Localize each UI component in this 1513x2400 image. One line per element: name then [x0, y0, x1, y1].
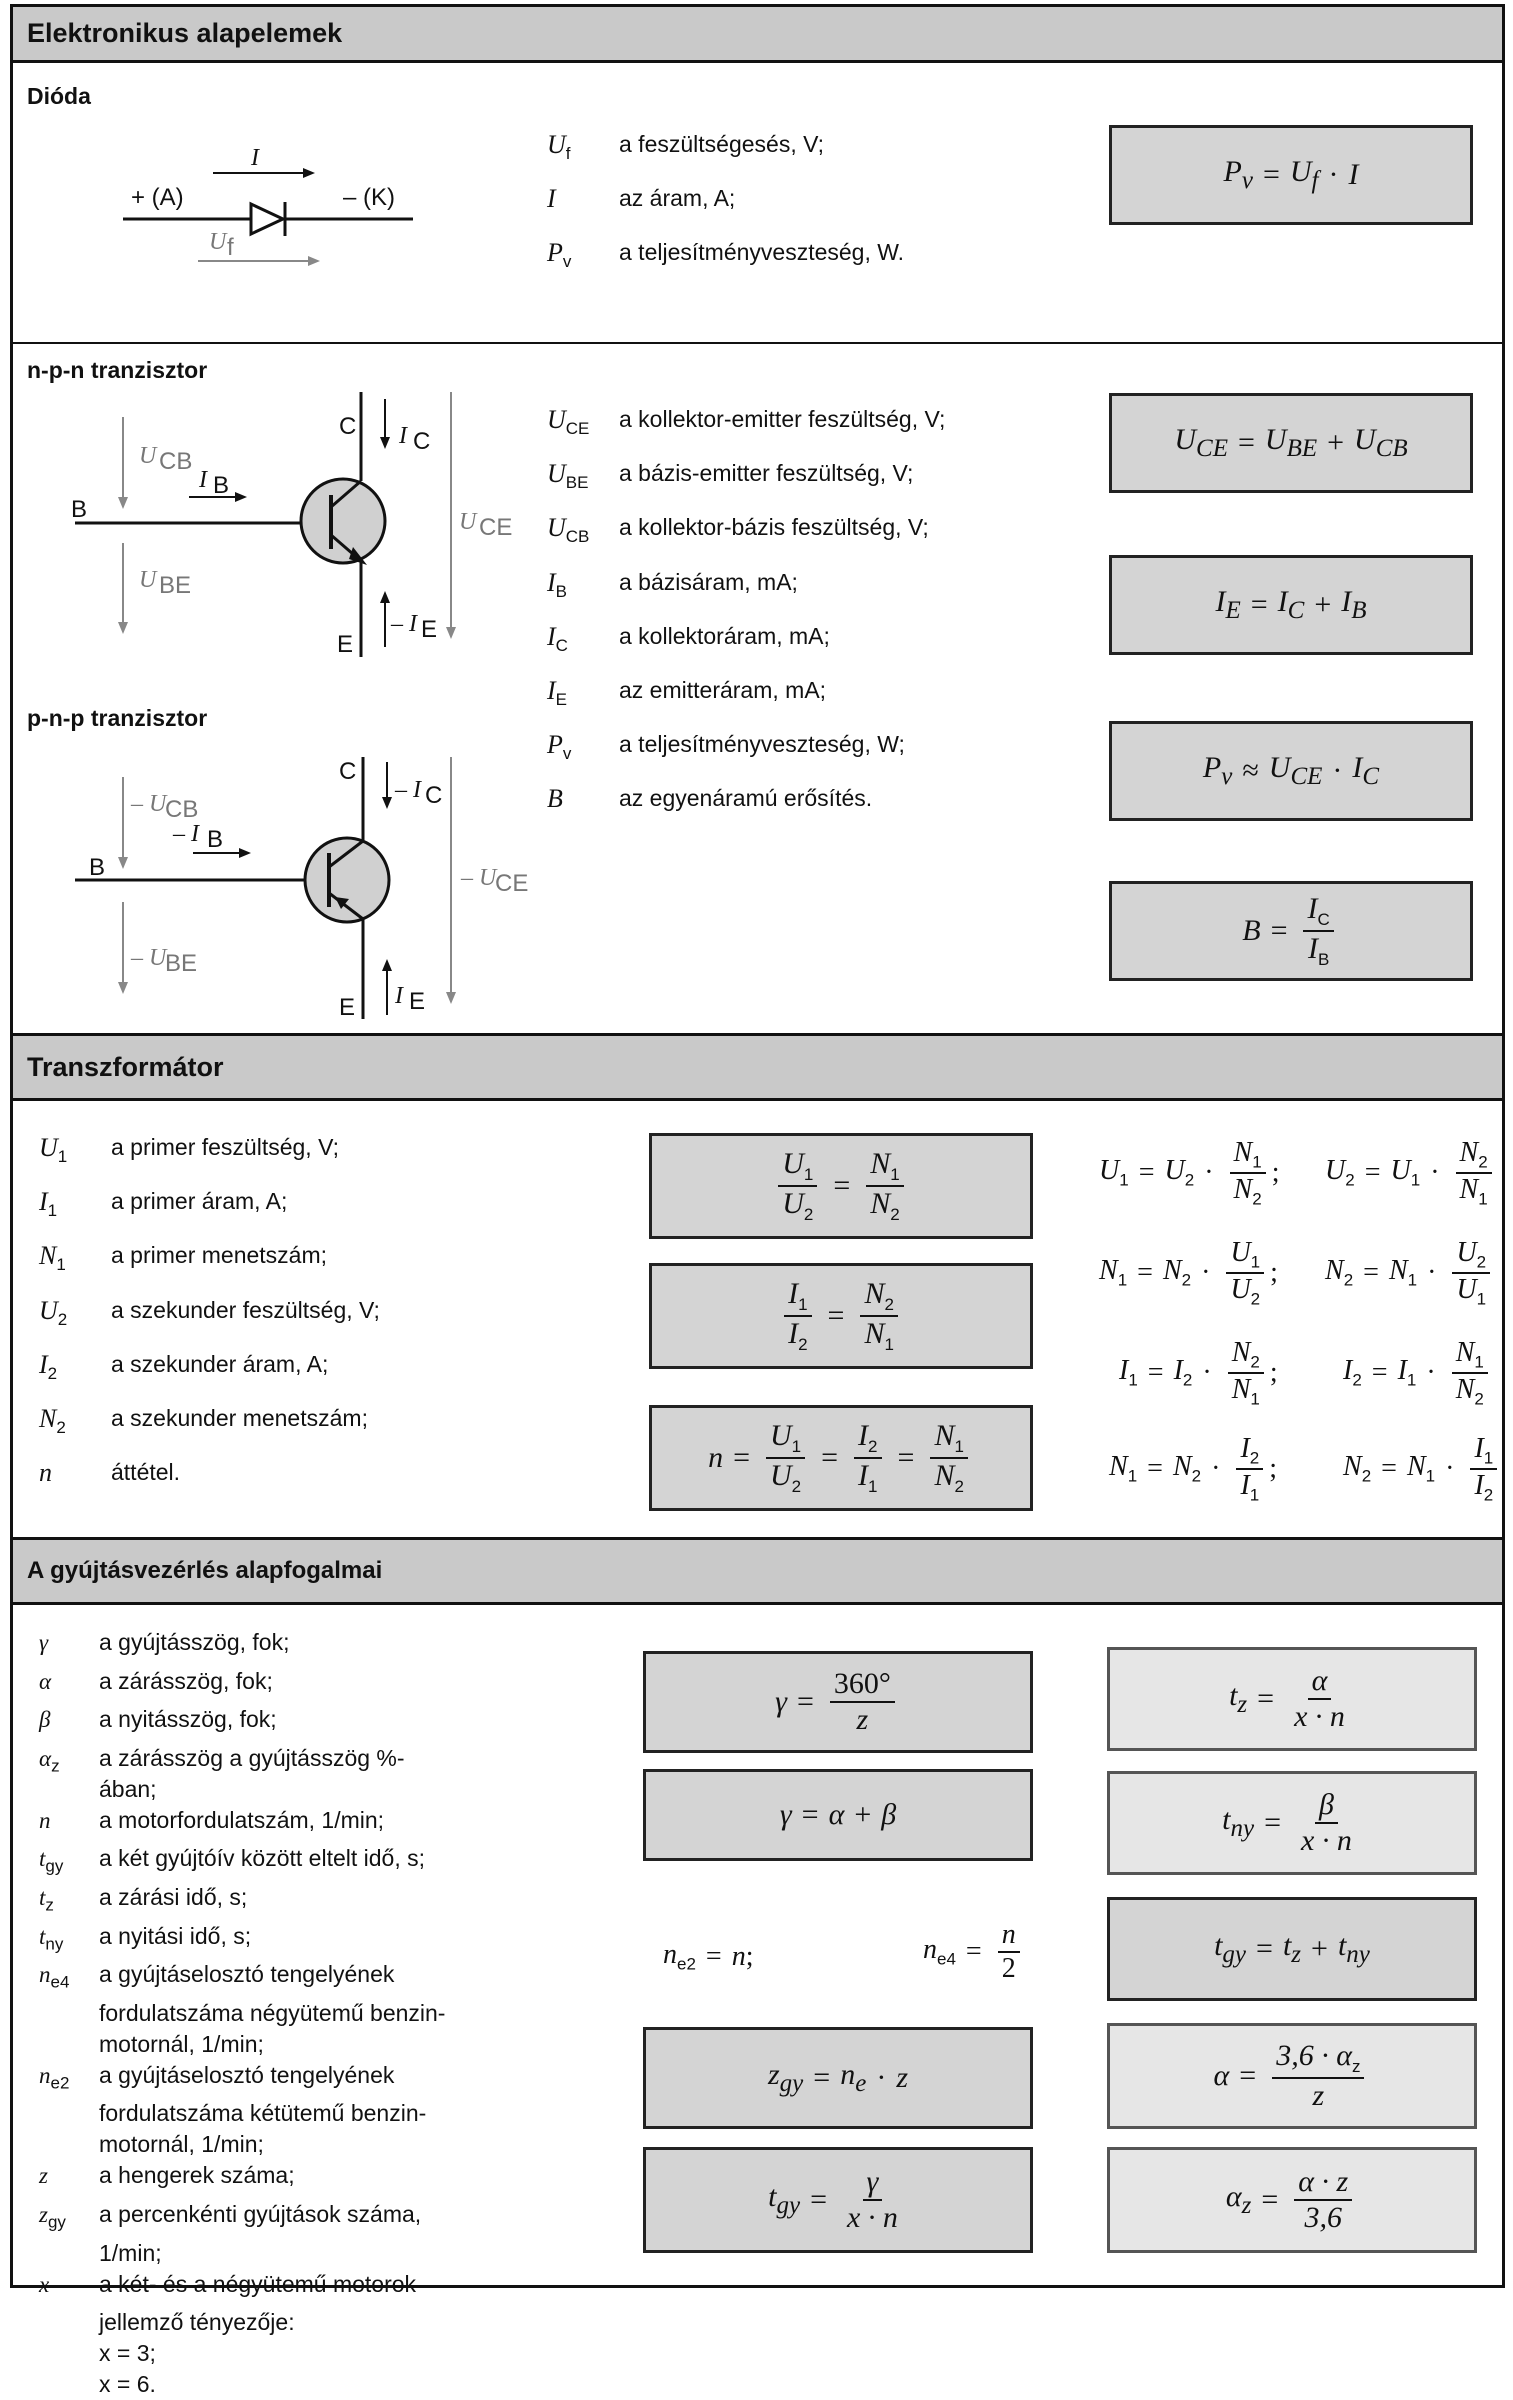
legend-row: jellemző tényezője:: [99, 2309, 295, 2336]
arrow-head: [118, 497, 128, 509]
ignition-legend: [39, 1627, 459, 2400]
legend-row: $P_v$ a teljesítményveszteség, W;: [547, 730, 905, 764]
legend-row: n a motorfordulatszám, 1/min;: [39, 1806, 385, 1833]
arrow-head: [118, 982, 128, 994]
npn-ic-label: I: [399, 423, 407, 449]
legend-row: $N_1$ a primer menetszám;: [39, 1241, 328, 1275]
legend-row: $I_B$ a bázisáram, mA;: [547, 567, 798, 601]
formula-n2-current: $N_2$ = $N_1$ · $\frac{I_1}{I_2}$: [1343, 1433, 1503, 1505]
npn-ucb-label: U: [139, 443, 157, 469]
arrow-head: [446, 627, 456, 639]
pnp-b-label: B: [89, 854, 106, 881]
formula-current-ratio: $\frac{I_1}{I_2}$ = $\frac{N_2}{N_1}$: [649, 1263, 1033, 1369]
diode-voltage-label: U: [209, 229, 227, 255]
diode-current-label: I: [251, 145, 259, 171]
npn-ucb-sub: CB: [159, 448, 193, 475]
formula-tny: $t_{ny}$ = $\frac{\beta}{x \cdot n}$: [1107, 1771, 1477, 1875]
legend-row: motornál, 1/min;: [99, 2131, 264, 2158]
npn-uce-sub: CE: [479, 514, 513, 541]
npn-ube-label: U: [139, 567, 157, 593]
legend-row: $I_1$ a primer áram, A;: [39, 1187, 288, 1221]
npn-transistor-symbol: [301, 479, 385, 563]
formula-n2: $N_2$ = $N_1$ · $\frac{U_2}{U_1}$: [1325, 1237, 1496, 1309]
formula-gamma: γ = $\frac{360^\circ}{z}$: [643, 1651, 1033, 1753]
legend-row: 1/min;: [99, 2239, 162, 2266]
legend-row: γ a gyújtásszög, fok;: [39, 1629, 290, 1655]
legend-row: x = 6.: [99, 2371, 156, 2398]
formula-uce: $U_{CE}$ = $U_{BE}$ + $U_{CB}$: [1109, 393, 1473, 493]
formula-ne4: $n_{e4}$ = $\frac{n}{2}$: [923, 1919, 1026, 1985]
formula-tgy: $t_{gy}$ = $\frac{\gamma}{x \cdot n}$: [643, 2147, 1033, 2253]
legend-row: z a hengerek száma;: [39, 2162, 295, 2189]
npn-title: n-p-n tranzisztor: [27, 357, 208, 383]
legend-row: $U_{BE}$ a bázis-emitter feszültség, V;: [547, 459, 914, 493]
arrow-head: [382, 797, 392, 809]
formula-n1-current: $N_1$ = $N_2$ · $\frac{I_2}{I_1}$ ;: [1109, 1433, 1278, 1505]
legend-row: $n_{e4}$ a gyújtáselosztó tengelyének: [39, 1961, 395, 1992]
npn-b-label: B: [71, 496, 88, 523]
diode-cathode-label: – (K): [343, 184, 396, 211]
legend-row: α a zárásszög, fok;: [39, 1667, 273, 1694]
formula-gamma-sum: γ = α + β: [643, 1769, 1033, 1861]
npn-c-label: C: [339, 413, 357, 440]
legend-row: $I_2$ a szekunder áram, A;: [39, 1349, 329, 1383]
arrow-head: [235, 492, 247, 502]
pnp-ie-sub: E: [409, 988, 426, 1015]
arrow-head: [380, 437, 390, 449]
pnp-ube-label: – U: [131, 945, 167, 971]
section-title-electronics: Elektronikus alapelemek: [13, 7, 1502, 63]
formula-ne2: $n_{e2}$ = n ;: [663, 1939, 754, 1974]
legend-row: $\alpha_z$ a zárásszög a gyújtásszög %-ában;: [39, 1744, 405, 1802]
formula-tgy-sum: $t_{gy}$ = $t_z$ + $t_{ny}$: [1107, 1897, 1477, 2001]
arrow-head: [118, 622, 128, 634]
legend-row: $t_z$ a zárási idő, s;: [39, 1883, 248, 1915]
pnp-ucb-sub: CB: [165, 796, 199, 823]
legend-row: B az egyenáramú erősítés.: [547, 784, 873, 814]
formula-ie: $I_E$ = $I_C$ + $I_B$: [1109, 555, 1473, 655]
pnp-ucb-label: – U: [131, 791, 167, 817]
npn-ie-sub: E: [421, 616, 438, 643]
transistor-legend: [547, 397, 945, 831]
formula-alpha: α = $\frac{3,6 \cdot \alpha_z}{z}$: [1107, 2023, 1477, 2129]
formula-voltage-ratio: $\frac{U_1}{U_2}$ = $\frac{N_1}{N_2}$: [649, 1133, 1033, 1239]
pnp-transistor-symbol: [305, 838, 389, 922]
pnp-c-label: C: [339, 758, 357, 785]
diode-title: Dióda: [27, 83, 91, 109]
npn-ie-label: – I: [391, 611, 417, 637]
pnp-ib-sub: B: [207, 826, 224, 853]
arrow-head: [446, 992, 456, 1004]
legend-row: $U_{CB}$ a kollektor-bázis feszültség, V;: [547, 513, 929, 547]
section-title-transformer: Transzformátor: [13, 1033, 1502, 1101]
legend-row: fordulatszáma kétütemű benzin-: [99, 2100, 427, 2127]
npn-ib-sub: B: [213, 472, 230, 499]
formula-i2: $I_2$ = $I_1$ · $\frac{N_1}{N_2}$: [1343, 1337, 1494, 1409]
formula-i1: $I_1$ = $I_2$ · $\frac{N_2}{N_1}$ ;: [1119, 1337, 1278, 1409]
pnp-e-label: E: [339, 994, 356, 1021]
legend-row: I az áram, A;: [547, 184, 736, 214]
npn-ib-label: I: [199, 467, 207, 493]
arrow-head: [380, 591, 390, 603]
legend-row: $N_2$ a szekunder menetszám;: [39, 1403, 368, 1438]
pnp-uce-label: – U: [461, 865, 497, 891]
formula-zgy: $z_{gy}$ = $n_e$ · z: [643, 2027, 1033, 2129]
npn-diagram: [13, 7, 553, 1047]
pnp-ic-sub: C: [425, 782, 443, 809]
formula-ratio-n: n = $\frac{U_1}{U_2}$ = $\frac{I_2}{I_1}$ = $\frac{N_1}{N_2}$: [649, 1405, 1033, 1511]
diode-voltage-sub: f: [227, 234, 234, 261]
legend-row: $n_{e2}$ a gyújtáselosztó tengelyének: [39, 2061, 395, 2093]
formula-tz: $t_z$ = $\frac{\alpha}{x \cdot n}$: [1107, 1647, 1477, 1751]
formula-alphaz: $\alpha_z$ = $\frac{\alpha \cdot z}{3,6}$: [1107, 2147, 1477, 2253]
pnp-ie-label: I: [395, 983, 403, 1009]
legend-row: $t_{ny}$ a nyitási idő, s;: [39, 1922, 252, 1954]
npn-uce-label: U: [459, 509, 477, 535]
diode-anode-label: + (A): [131, 184, 184, 211]
legend-row: $I_E$ az emitteráram, mA;: [547, 675, 827, 710]
legend-row: motornál, 1/min;: [99, 2030, 264, 2057]
formula-n1: $N_1$ = $N_2$ · $\frac{U_1}{U_2}$ ;: [1099, 1237, 1278, 1309]
pnp-title: p-n-p tranzisztor: [27, 705, 208, 731]
legend-row: $U_1$ a primer feszültség, V;: [39, 1133, 339, 1167]
section-title-ignition: A gyújtásvezérlés alapfogalmai: [13, 1537, 1502, 1605]
formula-u1: $U_1$ = $U_2$ · $\frac{N_1}{N_2}$ ;: [1099, 1137, 1280, 1209]
legend-row: x = 3;: [99, 2340, 156, 2367]
formula-b: B = $\frac{I_C}{I_B}$: [1109, 881, 1473, 981]
legend-row: $I_C$ a kollektoráram, mA;: [547, 621, 830, 655]
pnp-uce-sub: CE: [495, 870, 529, 897]
legend-row: n áttétel.: [39, 1458, 181, 1488]
legend-row: $U_{CE}$ a kollektor-emitter feszültség, V;: [547, 405, 946, 439]
pnp-ic-label: – I: [395, 777, 421, 803]
transformer-legend: [39, 1125, 380, 1504]
legend-row: β a nyitásszög, fok;: [39, 1706, 277, 1733]
arrow-head: [239, 848, 251, 858]
legend-row: fordulatszáma négyütemű benzin-: [99, 1999, 446, 2026]
formula-sheet: [10, 4, 1505, 2398]
formula-u2: $U_2$ = $U_1$ · $\frac{N_2}{N_1}$: [1325, 1137, 1498, 1209]
legend-row: $t_{gy}$ a két gyújtóív között eltelt idő, s;: [39, 1845, 425, 1876]
legend-row: x a két- és a négyütemű motorok: [39, 2270, 417, 2297]
formula-pv: $P_v$ ≈ $U_{CE}$ · $I_C$: [1109, 721, 1473, 821]
legend-row: $U_2$ a szekunder feszültség, V;: [39, 1295, 380, 1329]
arrow-head: [118, 857, 128, 869]
npn-ube-sub: BE: [159, 572, 192, 599]
formula-diode-power: $P_v$ = $U_f$ · I: [1109, 125, 1473, 225]
pnp-ube-sub: BE: [165, 950, 198, 977]
arrow-head: [382, 959, 392, 971]
pnp-ib-label: – I: [173, 821, 199, 847]
npn-e-label: E: [337, 631, 354, 658]
legend-row: $P_v$ a teljesítményveszteség, W.: [547, 238, 905, 272]
diode-legend: [547, 122, 904, 285]
npn-ic-sub: C: [413, 428, 431, 455]
legend-row: $U_f$ a feszültségesés, V;: [547, 130, 824, 164]
legend-row: $z_{gy}$ a percenkénti gyújtások száma,: [39, 2200, 422, 2232]
